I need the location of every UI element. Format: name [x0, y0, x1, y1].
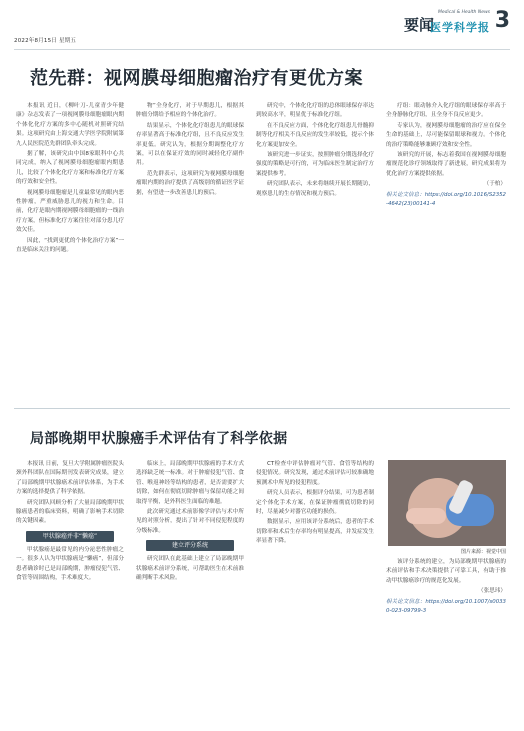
doi-link[interactable]: 相关论文信息：https://doi.org/10.1007/s00330-023-09799-3 [386, 598, 506, 615]
paragraph: 研究团队在此基础上建立了局部晚期甲状腺癌术前评分系统，可帮助医生在术前准确判断手术风险。 [136, 556, 244, 582]
subheading-2: 建立评分系统 [146, 540, 234, 551]
page-header [14, 6, 510, 50]
section-title: 要闻 [403, 16, 434, 34]
paragraph: 范先群表示，这项研究为视网膜母细胞瘤眼内期的治疗提供了高级别的循证医学证据，有望进一步改善患儿的预后。 [136, 170, 244, 196]
subheading-1: 甲状腺癌并非“懒癌” [26, 531, 114, 542]
paragraph: 视网膜母细胞瘤是儿童最常见的眼内恶性肿瘤，严重威胁患儿的视力和生命。目前，化疗是眼内期视网膜母细胞瘤的一线治疗方案，但标准化疗方案往往对部分患儿疗效欠佳。 [16, 189, 124, 234]
paragraph: 因此，“找到更优的个体化治疗方案”一直是临床关注的问题。 [16, 237, 124, 254]
masthead-chinese: 医学科学报 [430, 21, 490, 34]
paragraph: 临床上，局部晚期甲状腺癌的手术方式选择缺乏统一标准。对于肿瘤侵犯气管、食管、喉返神经等结构的患者，是否需要扩大切除，如何在彻底切除肿瘤与保留功能之间取得平衡，是外科医生面临的难题。 [136, 461, 244, 505]
paragraph: 据了解，该研究由中国8家眼科中心共同完成，纳入了视网膜母细胞瘤眼内期患儿，比较了个体化化疗方案和标准化疗方案的疗效和安全性。 [16, 151, 124, 186]
article2-column-4 [386, 558, 506, 728]
photo-caption: 图片来源：视觉中国 [460, 549, 506, 555]
byline: （于柏） [483, 181, 506, 188]
article2-headline: 局部晚期甲状腺癌手术评估有了科学依据 [30, 431, 288, 447]
paragraph: 研究团队表示，未来将继续开展长期随访，观察患儿的生存情况和视力预后。 [256, 181, 374, 197]
gel-shape [406, 508, 446, 524]
paragraph: 甲状腺癌是最常见的内分泌恶性肿瘤之一。很多人认为甲状腺癌是“懒癌”，但部分患者确诊时已是局部晚期，肿瘤侵犯气管、食管等周围结构，手术难度大。 [16, 546, 124, 582]
paragraph: 此次研究通过术前影像学评估与术中所见的对照分析，提出了针对不同侵犯程度的分级标准。 [136, 509, 244, 534]
ultrasound-photo [388, 460, 506, 546]
paragraph: 研究人员表示，根据评分结果，可为患者制定个体化手术方案，在保证肿瘤彻底切除的同时，尽量减少对器官功能的损伤。 [256, 490, 374, 516]
article2-column-3 [256, 460, 374, 728]
paragraph: 本报讯 近日，《柳叶刀-儿童青少年健康》杂志发表了一项视网膜母细胞瘤眼内期个体化化疗方案的多中心随机对照研究结果。这项研究由上海交通大学医学院附属第九人民医院范先群团队牵头完成。 [16, 103, 124, 147]
paragraph: 数据显示，应用该评分系统后，患者的手术切除率和术后生存率均有明显提高，并发症发生率显著下降。 [256, 519, 374, 545]
page-number: 3 [494, 8, 510, 33]
paragraph: 物”全身化疗，对于早期患儿，根据其肿瘤分期给予相应的个体化治疗。 [136, 103, 244, 119]
paragraph: 结果显示，个体化化疗组患儿的眼球保存率显著高于标准化疗组，且不良反应发生率更低。研究认为，根据分期调整化疗方案，可以在保证疗效的同时减轻化疗副作用。 [136, 122, 244, 167]
paragraph: 该研究进一步证实，按照肿瘤分期选择化疗强度的策略是可行的，可为临床医生制定治疗方案提供参考。 [256, 152, 374, 177]
paragraph: 研究中，个体化化疗组的总体眼球保存率达到较高水平，明显优于标准化疗组。 [256, 103, 374, 119]
paragraph: 疗组：眼动脉介入化疗组的眼球保存率高于全身静脉化疗组，且全身不良反应更少。 [386, 103, 506, 119]
issue-date: 2022年8月15日 星期五 [14, 38, 77, 44]
doi-link[interactable]: 相关论文信息：https://doi.org/10.1016/S2352-4642(23)00141-4 [386, 191, 506, 208]
article1-column-3 [256, 102, 374, 390]
article1-column-4 [386, 102, 506, 392]
article1-headline: 范先群：视网膜母细胞瘤治疗有更优方案 [30, 68, 363, 89]
article-divider [14, 408, 510, 409]
paragraph: 本报讯 日前，复旦大学附属肿瘤医院头颈外科团队在国际期刊发表研究成果，建立了局部晚期甲状腺癌术前评估体系，为手术方案的选择提供了科学依据。 [16, 461, 124, 496]
article2-column-1 [16, 460, 124, 728]
masthead [430, 10, 490, 36]
article1-column-2 [136, 102, 244, 390]
paragraph: 该评分系统的建立，为局部晚期甲状腺癌的术前评估和手术决策提供了可靠工具，有助于推动甲状腺癌诊疗的规范化发展。 [386, 559, 506, 584]
byline: （张思玮） [478, 588, 506, 595]
masthead-english: Medical & Health News [438, 10, 490, 15]
article2-column-2 [136, 460, 244, 728]
paragraph: 该研究的开展，标志着我国在视网膜母细胞瘤规范化诊疗领域取得了新进展，研究成果将为优化治疗方案提供依据。 [386, 152, 506, 177]
article1-column-1 [16, 102, 124, 390]
paragraph: 在不良反应方面，个体化化疗组患儿骨髓抑制等化疗相关不良反应的发生率较低，提示个体化方案更加安全。 [256, 122, 374, 148]
paragraph: CT检查中评估肿瘤对气管、食管等结构的侵犯情况。研究发现，通过术前评估可较准确地预测术中所见的侵犯程度。 [256, 461, 374, 486]
paragraph: 研究团队回顾分析了大量局部晚期甲状腺癌患者的临床资料，明确了影响手术切除的关键因素。 [16, 499, 124, 525]
paragraph: 专家认为，视网膜母细胞瘤的治疗应在保全生命的基础上，尽可能保留眼球和视力。个体化的治疗策略能够兼顾疗效和安全性。 [386, 122, 506, 148]
